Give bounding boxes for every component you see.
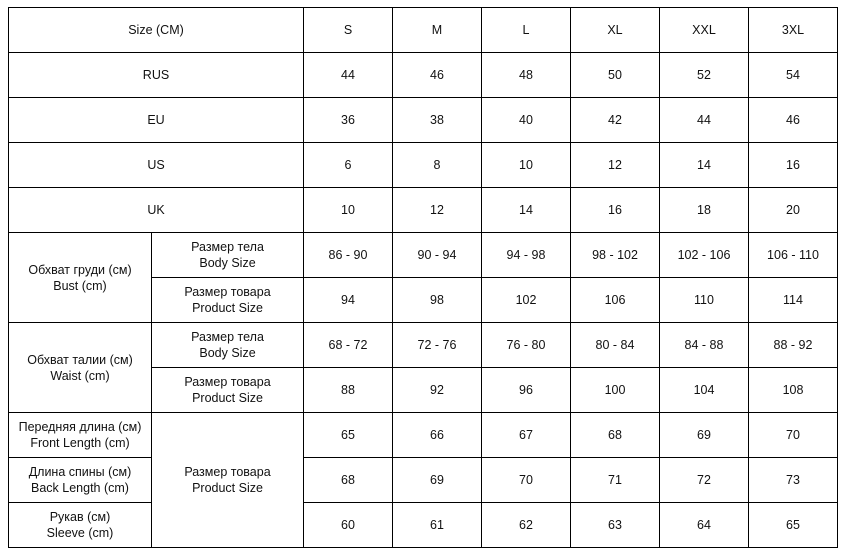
measure-type-en: Product Size xyxy=(192,391,263,405)
row-label: EU xyxy=(9,98,304,143)
table-cell: 66 xyxy=(393,413,482,458)
waist-label xyxy=(9,323,152,413)
table-cell: 69 xyxy=(393,458,482,503)
row-label: UK xyxy=(9,188,304,233)
back-length-label-en: Back Length (cm) xyxy=(31,481,129,495)
table-row xyxy=(9,188,838,233)
row-label: RUS xyxy=(9,53,304,98)
measure-type xyxy=(152,368,304,413)
measure-type xyxy=(152,323,304,368)
table-cell: 94 xyxy=(304,278,393,323)
table-cell: 40 xyxy=(482,98,571,143)
table-cell: 114 xyxy=(749,278,838,323)
table-cell: 14 xyxy=(660,143,749,188)
table-cell: 63 xyxy=(571,503,660,548)
table-cell: 67 xyxy=(482,413,571,458)
row-label: US xyxy=(9,143,304,188)
header-row xyxy=(9,8,838,53)
waist-label-ru: Обхват талии (см) xyxy=(27,352,133,367)
table-row xyxy=(9,458,838,503)
table-row xyxy=(9,503,838,548)
table-cell: 18 xyxy=(660,188,749,233)
table-row xyxy=(9,323,838,368)
table-cell: 98 xyxy=(393,278,482,323)
table-cell: 16 xyxy=(749,143,838,188)
measure-type-ru: Размер тела xyxy=(191,240,264,254)
table-cell: 10 xyxy=(304,188,393,233)
table-cell: 48 xyxy=(482,53,571,98)
table-cell: 38 xyxy=(393,98,482,143)
table-cell: 10 xyxy=(482,143,571,188)
table-cell: 98 - 102 xyxy=(571,233,660,278)
table-cell: 6 xyxy=(304,143,393,188)
size-chart-table xyxy=(8,7,838,548)
back-length-label xyxy=(9,458,152,503)
table-cell: 88 xyxy=(304,368,393,413)
size-header: XXL xyxy=(660,8,749,53)
measure-type-en: Product Size xyxy=(192,481,263,495)
table-cell: 108 xyxy=(749,368,838,413)
bust-label-ru: Обхват груди (см) xyxy=(28,262,132,277)
size-header: M xyxy=(393,8,482,53)
table-cell: 70 xyxy=(749,413,838,458)
header-label: Size (CM) xyxy=(9,8,304,53)
table-cell: 96 xyxy=(482,368,571,413)
measure-type-ru: Размер тела xyxy=(191,330,264,344)
table-cell: 76 - 80 xyxy=(482,323,571,368)
measure-type-en: Body Size xyxy=(199,256,256,270)
table-cell: 64 xyxy=(660,503,749,548)
table-cell: 44 xyxy=(660,98,749,143)
table-cell: 92 xyxy=(393,368,482,413)
measure-type-en: Body Size xyxy=(199,346,256,360)
table-row xyxy=(9,143,838,188)
table-cell: 12 xyxy=(571,143,660,188)
table-cell: 73 xyxy=(749,458,838,503)
back-length-label-ru: Длина спины (см) xyxy=(28,465,132,479)
size-header: S xyxy=(304,8,393,53)
table-cell: 72 xyxy=(660,458,749,503)
table-cell: 12 xyxy=(393,188,482,233)
front-length-label xyxy=(9,413,152,458)
table-cell: 102 - 106 xyxy=(660,233,749,278)
measure-type xyxy=(152,413,304,548)
measure-type-ru: Размер товара xyxy=(184,465,271,479)
table-cell: 88 - 92 xyxy=(749,323,838,368)
table-cell: 8 xyxy=(393,143,482,188)
table-cell: 62 xyxy=(482,503,571,548)
table-cell: 100 xyxy=(571,368,660,413)
table-cell: 90 - 94 xyxy=(393,233,482,278)
table-cell: 72 - 76 xyxy=(393,323,482,368)
table-cell: 46 xyxy=(393,53,482,98)
table-row xyxy=(9,233,838,278)
measure-type-ru: Размер товара xyxy=(184,375,271,389)
table-cell: 84 - 88 xyxy=(660,323,749,368)
waist-label-en: Waist (cm) xyxy=(50,368,110,383)
table-cell: 60 xyxy=(304,503,393,548)
table-cell: 14 xyxy=(482,188,571,233)
table-cell: 46 xyxy=(749,98,838,143)
table-cell: 102 xyxy=(482,278,571,323)
table-cell: 36 xyxy=(304,98,393,143)
sleeve-label-ru: Рукав (см) xyxy=(49,510,111,524)
table-cell: 69 xyxy=(660,413,749,458)
table-cell: 110 xyxy=(660,278,749,323)
table-cell: 80 - 84 xyxy=(571,323,660,368)
measure-type-en: Product Size xyxy=(192,301,263,315)
sleeve-label xyxy=(9,503,152,548)
measure-type-ru: Размер товара xyxy=(184,285,271,299)
size-header: L xyxy=(482,8,571,53)
table-cell: 42 xyxy=(571,98,660,143)
front-length-label-en: Front Length (cm) xyxy=(30,436,130,450)
sleeve-label-en: Sleeve (cm) xyxy=(46,526,114,540)
table-cell: 106 xyxy=(571,278,660,323)
bust-label-en: Bust (cm) xyxy=(53,278,107,293)
bust-label xyxy=(9,233,152,323)
table-cell: 16 xyxy=(571,188,660,233)
size-header: XL xyxy=(571,8,660,53)
table-cell: 50 xyxy=(571,53,660,98)
table-cell: 68 xyxy=(571,413,660,458)
front-length-label-ru: Передняя длина (см) xyxy=(18,420,142,434)
measure-type xyxy=(152,278,304,323)
table-cell: 65 xyxy=(749,503,838,548)
table-cell: 68 - 72 xyxy=(304,323,393,368)
table-cell: 70 xyxy=(482,458,571,503)
table-cell: 20 xyxy=(749,188,838,233)
table-cell: 94 - 98 xyxy=(482,233,571,278)
table-cell: 52 xyxy=(660,53,749,98)
table-cell: 106 - 110 xyxy=(749,233,838,278)
table-cell: 61 xyxy=(393,503,482,548)
table-cell: 71 xyxy=(571,458,660,503)
table-cell: 68 xyxy=(304,458,393,503)
table-cell: 86 - 90 xyxy=(304,233,393,278)
measure-type xyxy=(152,233,304,278)
table-row xyxy=(9,53,838,98)
table-row xyxy=(9,413,838,458)
table-cell: 54 xyxy=(749,53,838,98)
table-cell: 44 xyxy=(304,53,393,98)
table-row xyxy=(9,98,838,143)
size-header: 3XL xyxy=(749,8,838,53)
table-cell: 104 xyxy=(660,368,749,413)
table-cell: 65 xyxy=(304,413,393,458)
